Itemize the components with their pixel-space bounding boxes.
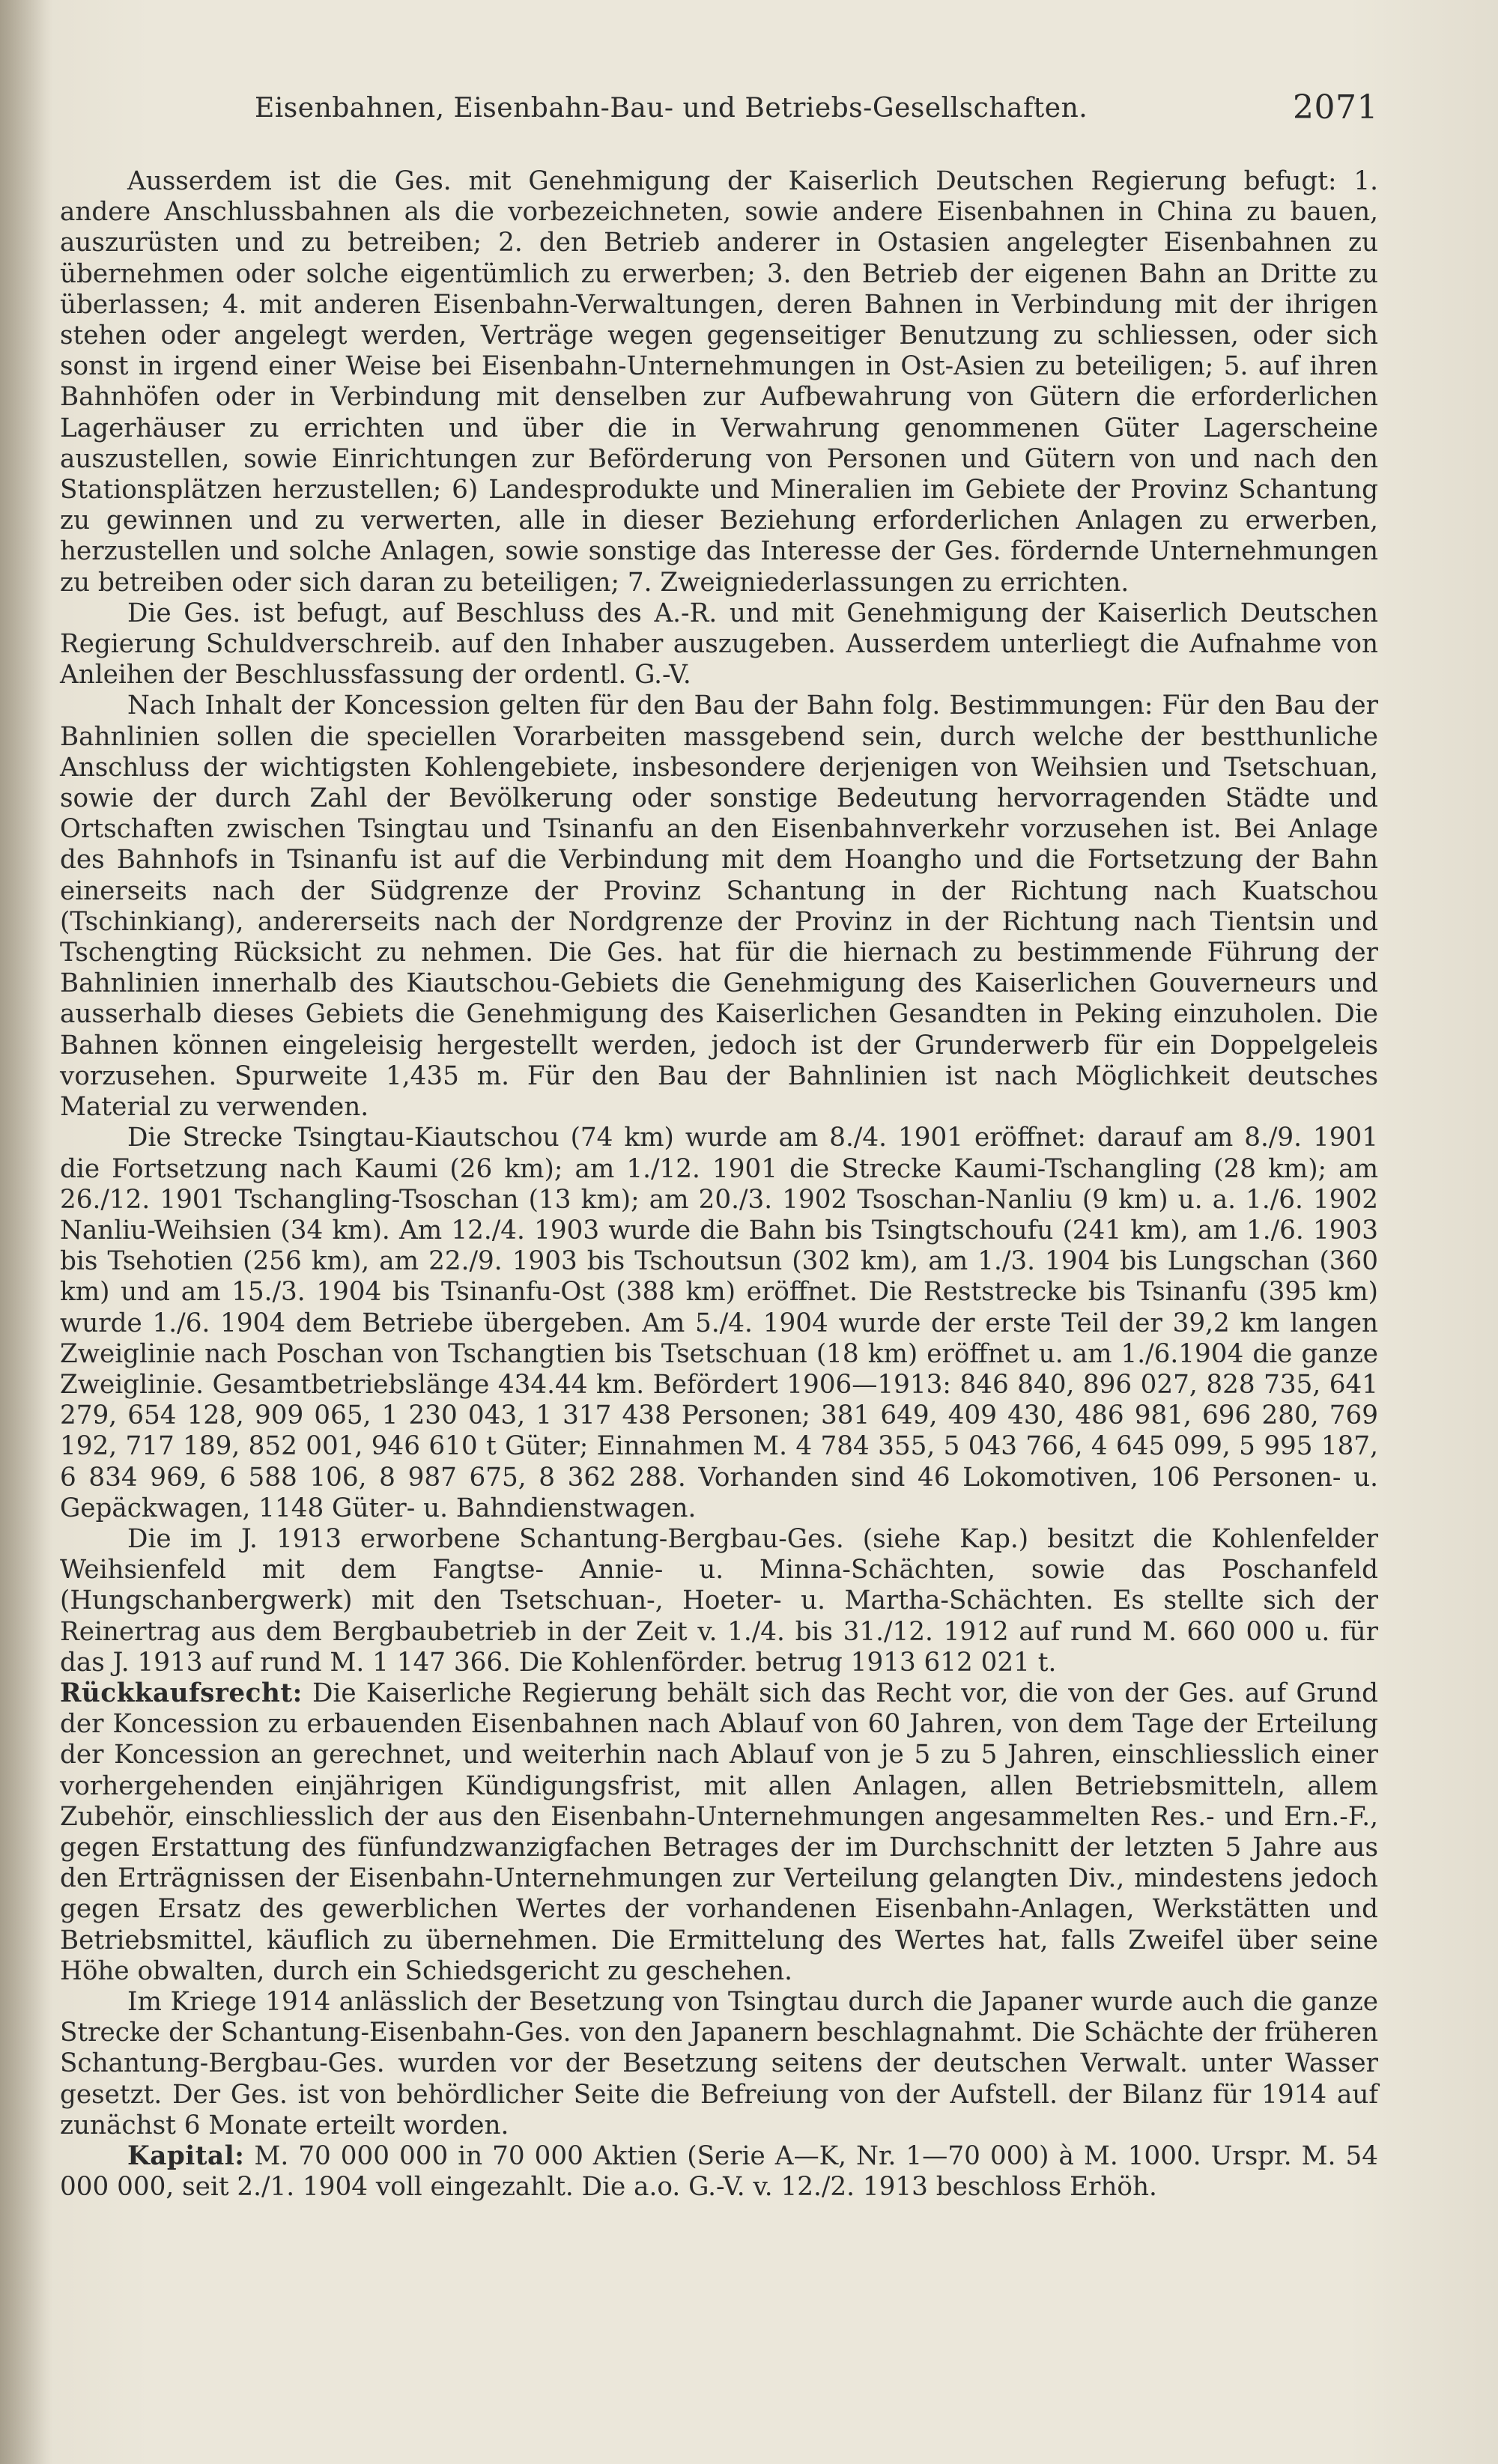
kapital-label: Kapital: bbox=[127, 2141, 245, 2171]
paragraph-koncession: Nach Inhalt der Koncession gelten für den Bau der Bahn folg. Bestimmungen: Für den Bau der Bahnlinien sollen die speciellen Vorarbeiten massgebend sein, durch welche der bestthunliche Anschluss der wichtigsten Kohlengebiete, insbesondere derjenigen von Weihsien und Tsetschuan, sowie der durch Zahl der Bevölkerung oder sonstige Bedeutung hervorragenden Städte und Ortschaften zwischen Tsingtau und Tsinanfu an den Eisenbahnverkehr vorzusehen ist. Bei Anlage des Bahnhofs in Tsinanfu ist auf die Verbindung mit dem Hoangho und die Fortsetzung der Bahn einerseits nach der Südgrenze der Provinz Schantung in der Richtung nach Kuatschou (Tschinkiang), andererseits nach der Nordgrenze der Provinz in der Richtung nach Tientsin und Tschengting Rücksicht zu nehmen. Die Ges. hat für die hiernach zu bestimmende Führung der Bahnlinien innerhalb des Kiautschou-Gebiets die Genehmigung des Kaiserlichen Gouverneurs und ausserhalb dieses Gebiets die Genehmigung des Kaiserlichen Gesandten in Peking einzuholen. Die Bahnen können eingeleisig hergestellt werden, jedoch ist der Grunderwerb für ein Doppelgeleis vorzusehen. Spurweite 1,435 m. Für den Bau der Bahnlinien ist nach Möglichkeit deutsches Material zu verwenden. bbox=[60, 691, 1378, 1123]
running-title: Eisenbahnen, Eisenbahn-Bau- und Betriebs-Gesellschaften. bbox=[255, 93, 1088, 124]
paragraph-schuldverschreibungen: Die Ges. ist befugt, auf Beschluss des A.-R. und mit Genehmigung der Kaiserlich Deutschen Regierung Schuldverschreib. auf den Inhaber auszugeben. Ausserdem unterliegt die Aufnahme von Anleihen der Beschlussfassung der ordentl. G.-V. bbox=[60, 598, 1378, 691]
body-text bbox=[60, 166, 1378, 2203]
paragraph-rueckkaufsrecht bbox=[60, 1678, 1378, 1987]
rueckkaufsrecht-label: Rückkaufsrecht: bbox=[60, 1678, 303, 1708]
paragraph-befugnisse: Ausserdem ist die Ges. mit Genehmigung der Kaiserlich Deutschen Regierung befugt: 1. andere Anschlussbahnen als die vorbezeichneten, sowie andere Eisenbahnen in China zu bauen, auszurüsten und zu betreiben; 2. den Betrieb anderer in Ostasien angelegter Eisenbahnen zu übernehmen oder solche eigentümlich zu erwerben; 3. den Betrieb der eigenen Bahn an Dritte zu überlassen; 4. mit anderen Eisenbahn-Verwaltungen, deren Bahnen in Verbindung mit der ihrigen stehen oder angelegt werden, Verträge wegen gegenseitiger Benutzung zu schliessen, oder sich sonst in irgend einer Weise bei Eisenbahn-Unternehmungen in Ost-Asien zu beteiligen; 5. auf ihren Bahnhöfen oder in Verbindung mit denselben zur Aufbewahrung von Gütern die erforderlichen Lagerhäuser zu errichten und über die in Verwahrung genommenen Güter Lagerscheine auszustellen, sowie Einrichtungen zur Beförderung von Personen und Gütern von und nach den Stationsplätzen herzustellen; 6) Landesprodukte und Mineralien im Gebiete der Provinz Schantung zu gewinnen und zu verwerten, alle in dieser Beziehung erforderlichen Anlagen zu erwerben, herzustellen und solche Anlagen, sowie sonstige das Interesse der Ges. fördernde Unternehmungen zu betreiben oder sich daran zu beteiligen; 7. Zweigniederlassungen zu errichten. bbox=[60, 166, 1378, 598]
paragraph-strecken: Die Strecke Tsingtau-Kiautschou (74 km) wurde am 8./4. 1901 eröffnet: darauf am 8./9. 1901 die Fortsetzung nach Kaumi (26 km); am 1./12. 1901 die Strecke Kaumi-Tschangling (28 km); am 26./12. 1901 Tschangling-Tsoschan (13 km); am 20./3. 1902 Tsoschan-Nanliu (9 km) u. a. 1./6. 1902 Nanliu-Weihsien (34 km). Am 12./4. 1903 wurde die Bahn bis Tsingtschoufu (241 km), am 1./6. 1903 bis Tsehotien (256 km), am 22./9. 1903 bis Tschoutsun (302 km), am 1./3. 1904 bis Lungschan (360 km) und am 15./3. 1904 bis Tsinanfu-Ost (388 km) eröffnet. Die Reststrecke bis Tsinanfu (395 km) wurde 1./6. 1904 dem Betriebe übergeben. Am 5./4. 1904 wurde der erste Teil der 39,2 km langen Zweiglinie nach Poschan von Tschangtien bis Tsetschuan (18 km) eröffnet u. am 1./6.1904 die ganze Zweiglinie. Gesamtbetriebslänge 434.44 km. Befördert 1906—1913: 846 840, 896 027, 828 735, 641 279, 654 128, 909 065, 1 230 043, 1 317 438 Personen; 381 649, 409 430, 486 981, 696 280, 769 192, 717 189, 852 001, 946 610 t Güter; Einnahmen M. 4 784 355, 5 043 766, 4 645 099, 5 995 187, 6 834 969, 6 588 106, 8 987 675, 8 362 288. Vorhanden sind 46 Lokomotiven, 106 Personen- u. Gepäckwagen, 1148 Güter- u. Bahndienstwagen. bbox=[60, 1123, 1378, 1523]
page-header bbox=[255, 88, 1378, 133]
binding-shadow bbox=[0, 0, 52, 2464]
paragraph-krieg: Im Kriege 1914 anlässlich der Besetzung von Tsingtau durch die Japaner wurde auch die ganze Strecke der Schantung-Eisenbahn-Ges. von den Japanern beschlagnahmt. Die Schächte der früheren Schantung-Bergbau-Ges. wurden vor der Besetzung seitens der deutschen Verwalt. unter Wasser gesetzt. Der Ges. ist von behördlicher Seite die Befreiung von der Aufstell. der Bilanz für 1914 auf zunächst 6 Monate erteilt worden. bbox=[60, 1986, 1378, 2140]
kapital-text: M. 70 000 000 in 70 000 Aktien (Serie A—K, Nr. 1—70 000) à M. 1000. Urspr. M. 54 000 000, seit 2./1. 1904 voll eingezahlt. Die a.o. G.-V. v. 12./2. 1913 beschloss Erhöh. bbox=[60, 2141, 1379, 2203]
paragraph-bergbau: Die im J. 1913 erworbene Schantung-Bergbau-Ges. (siehe Kap.) besitzt die Kohlenfelder Weihsienfeld mit dem Fangtse- Annie- u. Minna-Schächten, sowie das Poschanfeld (Hungschanbergwerk) mit den Tsetschuan-, Hoeter- u. Martha-Schächten. Es stellte sich der Reinertrag aus dem Bergbaubetrieb in der Zeit v. 1./4. bis 31./12. 1912 auf rund M. 660 000 u. für das J. 1913 auf rund M. 1 147 366. Die Kohlenförder. betrug 1913 612 021 t. bbox=[60, 1523, 1378, 1678]
page-number: 2071 bbox=[1293, 88, 1378, 127]
paragraph-kapital bbox=[60, 2141, 1378, 2203]
rueckkaufsrecht-text: Die Kaiserliche Regierung behält sich das Recht vor, die von der Ges. auf Grund der Koncession zu erbauenden Eisenbahnen nach Ablauf von 60 Jahren, von dem Tage der Erteilung der Koncession an gerechnet, und weiterhin nach Ablauf von je 5 zu 5 Jahren, einschliesslich einer vorhergehenden einjährigen Kündigungsfrist, mit allen Anlagen, allen Betriebsmitteln, allem Zubehör, einschliesslich der aus den Eisenbahn-Unternehmungen angesammelten Res.- und Ern.-F., gegen Erstattung des fünfundzwanzigfachen Betrages der im Durchschnitt der letzten 5 Jahre aus den Erträgnissen der Eisenbahn-Unternehmungen zur Verteilung gelangten Div., mindestens jedoch gegen Ersatz des gewerblichen Wertes der vorhandenen Eisenbahn-Anlagen, Werkstätten und Betriebsmittel, käuflich zu übernehmen. Die Ermittelung des Wertes hat, falls Zweifel über seine Höhe obwalten, durch ein Schiedsgericht zu geschehen. bbox=[60, 1678, 1378, 1986]
